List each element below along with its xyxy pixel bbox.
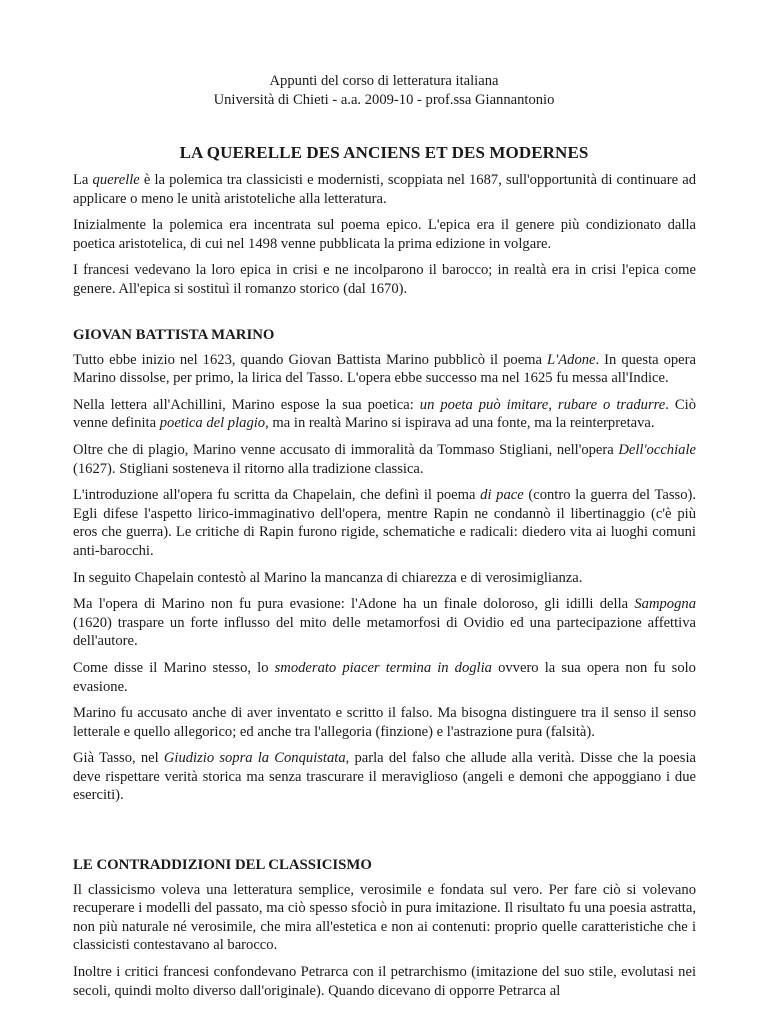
section-heading: GIOVAN BATTISTA MARINO (73, 327, 275, 343)
course-header-line-1: Appunti del corso di letteratura italiana (269, 73, 499, 89)
paragraph: Inizialmente la polemica era incentrata sul poema epico. L'epica era il genere più condizionato dalla poetica aristotelica, di cui nel 1498 venne pubblicata la prima edizione in volgare. (73, 217, 696, 252)
paragraph: Tutto ebbe inizio nel 1623, quando Giovan Battista Marino pubblicò il poema L'Adone. In questa opera Marino dissolse, per primo, la lirica del Tasso. L'opera ebbe successo ma nel 1625 fu messa all'Indice. (73, 351, 696, 387)
paragraph: Come disse il Marino stesso, lo smoderato piacer termina in doglia ovvero la sua opera non fu solo evasione. (73, 659, 696, 695)
intro-section (73, 171, 696, 307)
paragraph: Il classicismo voleva una letteratura semplice, verosimile e fondata sul vero. Per fare ciò si volevano recuperare i modelli del passato, ma ciò spesso sfociò in pura imitazione. Il risultato fu una poesia astratta, non più naturale né verosimile, che mira all'estetica e non ai contenuti: proprio quelle caratteristiche che i classicisti contestavano al barocco. (73, 881, 696, 954)
section-heading: LE CONTRADDIZIONI DEL CLASSICISMO (73, 857, 372, 873)
paragraph: Marino fu accusato anche di aver inventato e scritto il falso. Ma bisogna distinguere tra il senso il senso letterale e quello allegorico; ed anche tra l'allegoria (finzione) e l'astrazione pura (falsità). (73, 705, 696, 740)
paragraph: Già Tasso, nel Giudizio sopra la Conquistata, parla del falso che allude alla verità. Disse che la poesia deve rispettare verità storica ma senza trascurare il meraviglioso (angeli e demoni che appoggiano i due eserciti). (73, 750, 696, 804)
paragraph: Ma l'opera di Marino non fu pura evasione: l'Adone ha un finale doloroso, gli idilli della Sampogna (1620) traspare un forte influsso del mito delle metamorfosi di Ovidio ed una partecipazione affettiva dell'autore. (73, 596, 696, 650)
paragraph: Oltre che di plagio, Marino venne accusato di immoralità da Tommaso Stigliani, nell'opera Dell'occhiale (1627). Stigliani sosteneva il ritorno alla tradizione classica. (73, 441, 696, 477)
course-header-line-2: Università di Chieti - a.a. 2009-10 - prof.ssa Giannantonio (213, 92, 555, 108)
marino-section (73, 326, 696, 813)
page-title: LA QUERELLE DES ANCIENS ET DES MODERNES (179, 143, 589, 162)
paragraph: I francesi vedevano la loro epica in crisi e ne incolparono il barocco; in realtà era in crisi l'epica come genere. All'epica si sostituì il romanzo storico (dal 1670). (73, 262, 696, 297)
course-header (0, 72, 768, 110)
paragraph: Inoltre i critici francesi confondevano Petrarca con il petrarchismo (imitazione del suo stile, evolutasi nei secoli, quindi molto diverso dall'originale). Quando dicevano di opporre Petrarca al (73, 963, 696, 999)
classicismo-section (73, 856, 696, 1008)
paragraph: L'introduzione all'opera fu scritta da Chapelain, che definì il poema di pace (contro la guerra del Tasso). Egli difese l'aspetto lirico-immaginativo dell'opera, mentre Rapin ne condannò il libertinaggio (c'è più eros che guerra). Le critiche di Rapin furono rigide, schematiche e radicali: diedero vita ai luoghi comuni anti-barocchi. (73, 487, 696, 559)
paragraph: In seguito Chapelain contestò al Marino la mancanza di chiarezza e di verosimiglianza. (73, 569, 583, 586)
paragraph: La querelle è la polemica tra classicisti e modernisti, scoppiata nel 1687, sull'opportunità di continuare ad applicare o meno le unità aristoteliche alla letteratura. (73, 172, 697, 207)
paragraph: Nella lettera all'Achillini, Marino espose la sua poetica: un poeta può imitare, rubare o tradurre. Ciò venne definita poetica del plagio, ma in realtà Marino si ispirava ad una fonte, ma la reinterpretava. (73, 396, 696, 432)
